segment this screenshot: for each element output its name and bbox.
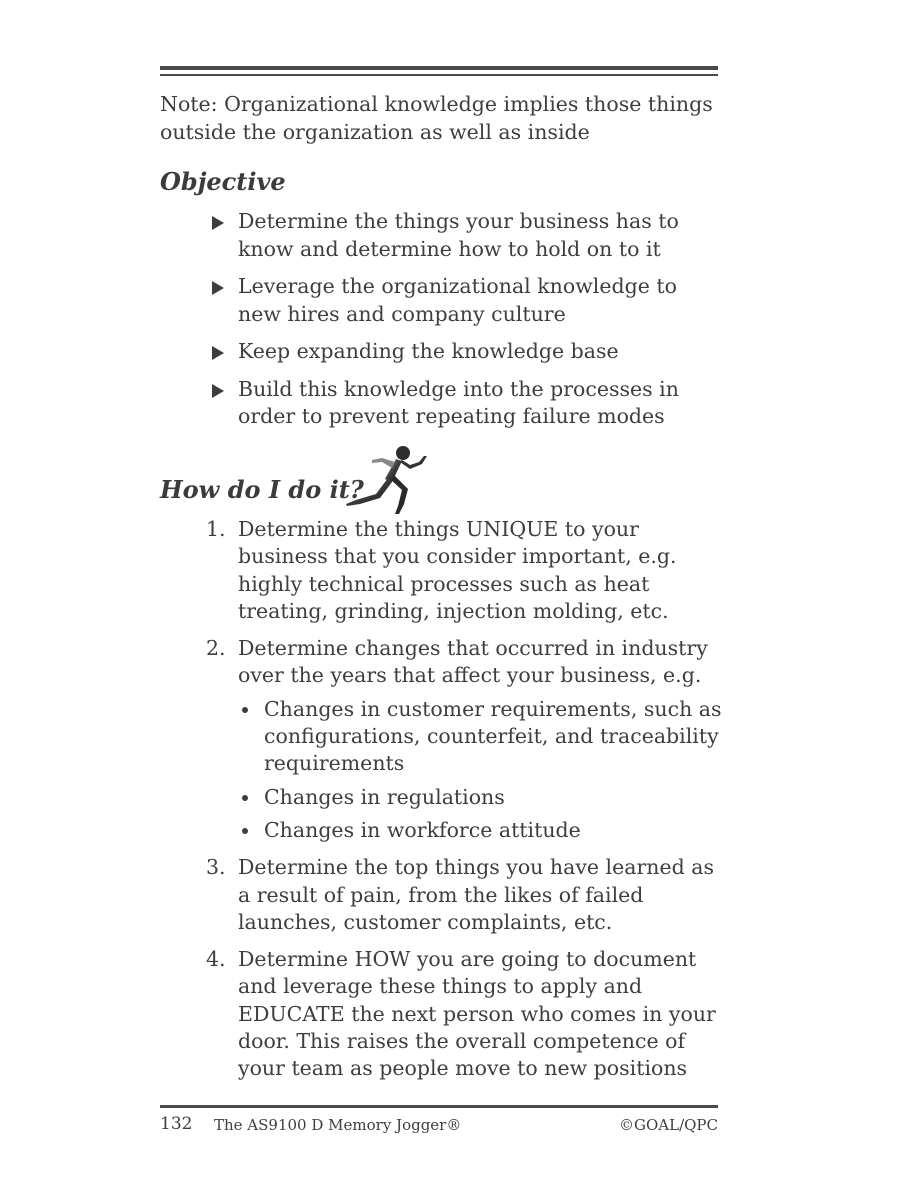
- step-text: Determine changes that occurred in industry over the years that affect your business, e.g.: [238, 636, 708, 688]
- footer-rule: [160, 1105, 718, 1108]
- how-do-i-do-it-heading: How do I do it?: [160, 475, 364, 504]
- sub-item-text: Changes in customer requirements, such as configurations, counterfeit, and traceability requirements: [264, 696, 722, 776]
- list-item: [238, 696, 726, 778]
- list-item: [238, 784, 726, 811]
- document-page: [160, 0, 722, 1188]
- step-number: 1.: [206, 517, 226, 541]
- list-item: [206, 946, 726, 1082]
- top-rule-thick: [160, 66, 718, 70]
- objective-list: [212, 208, 722, 441]
- objective-item-text: Determine the things your business has to know and determine how to hold on to it: [238, 209, 679, 261]
- copyright-notice: ©GOAL/QPC: [619, 1116, 718, 1134]
- bullet-dot-icon: [242, 707, 248, 713]
- page-footer: [160, 1113, 718, 1137]
- step-number: 2.: [206, 636, 226, 661]
- step-text: Determine the top things you have learned as a result of pain, from the likes of failed launches, customer complaints, etc.: [238, 855, 714, 934]
- running-person-icon: [342, 444, 434, 516]
- bullet-dot-icon: [242, 795, 248, 801]
- how-steps-list: [206, 516, 726, 1093]
- triangle-bullet-icon: [212, 346, 224, 360]
- note-paragraph: Note: Organizational knowledge implies those things outside the organization as well as inside: [160, 92, 713, 144]
- bullet-dot-icon: [242, 828, 248, 834]
- step-number: 4.: [206, 947, 226, 972]
- list-item: [212, 208, 722, 263]
- page-number: 132: [160, 1114, 193, 1134]
- list-item: [212, 338, 722, 366]
- sub-item-text: Changes in regulations: [264, 784, 505, 809]
- list-item: [212, 376, 722, 431]
- step-text: Determine HOW you are going to document and leverage these things to apply and EDUCATE the next person who comes in your door. This raises the overall competence of your team as people move to new positions: [238, 947, 716, 1081]
- triangle-bullet-icon: [212, 216, 224, 230]
- objective-item-text: Build this knowledge into the processes in order to prevent repeating failure modes: [238, 376, 679, 428]
- sub-bullet-list: [238, 696, 726, 844]
- objective-heading: Objective: [160, 167, 286, 196]
- triangle-bullet-icon: [212, 281, 224, 295]
- list-item: [206, 516, 726, 625]
- sub-item-text: Changes in workforce attitude: [264, 817, 581, 842]
- list-item: [206, 854, 726, 936]
- list-item: [206, 635, 726, 844]
- objective-item-text: Leverage the organizational knowledge to new hires and company culture: [238, 274, 677, 326]
- list-item: [238, 817, 726, 844]
- objective-item-text: Keep expanding the knowledge base: [238, 339, 619, 363]
- step-text: Determine the things UNIQUE to your business that you consider important, e.g. highly technical processes such as heat treating, grinding, injection molding, etc.: [238, 517, 677, 623]
- triangle-bullet-icon: [212, 384, 224, 398]
- top-rule-thin: [160, 74, 718, 76]
- step-number: 3.: [206, 855, 226, 880]
- list-item: [212, 273, 722, 328]
- book-title: The AS9100 D Memory Jogger®: [214, 1116, 462, 1134]
